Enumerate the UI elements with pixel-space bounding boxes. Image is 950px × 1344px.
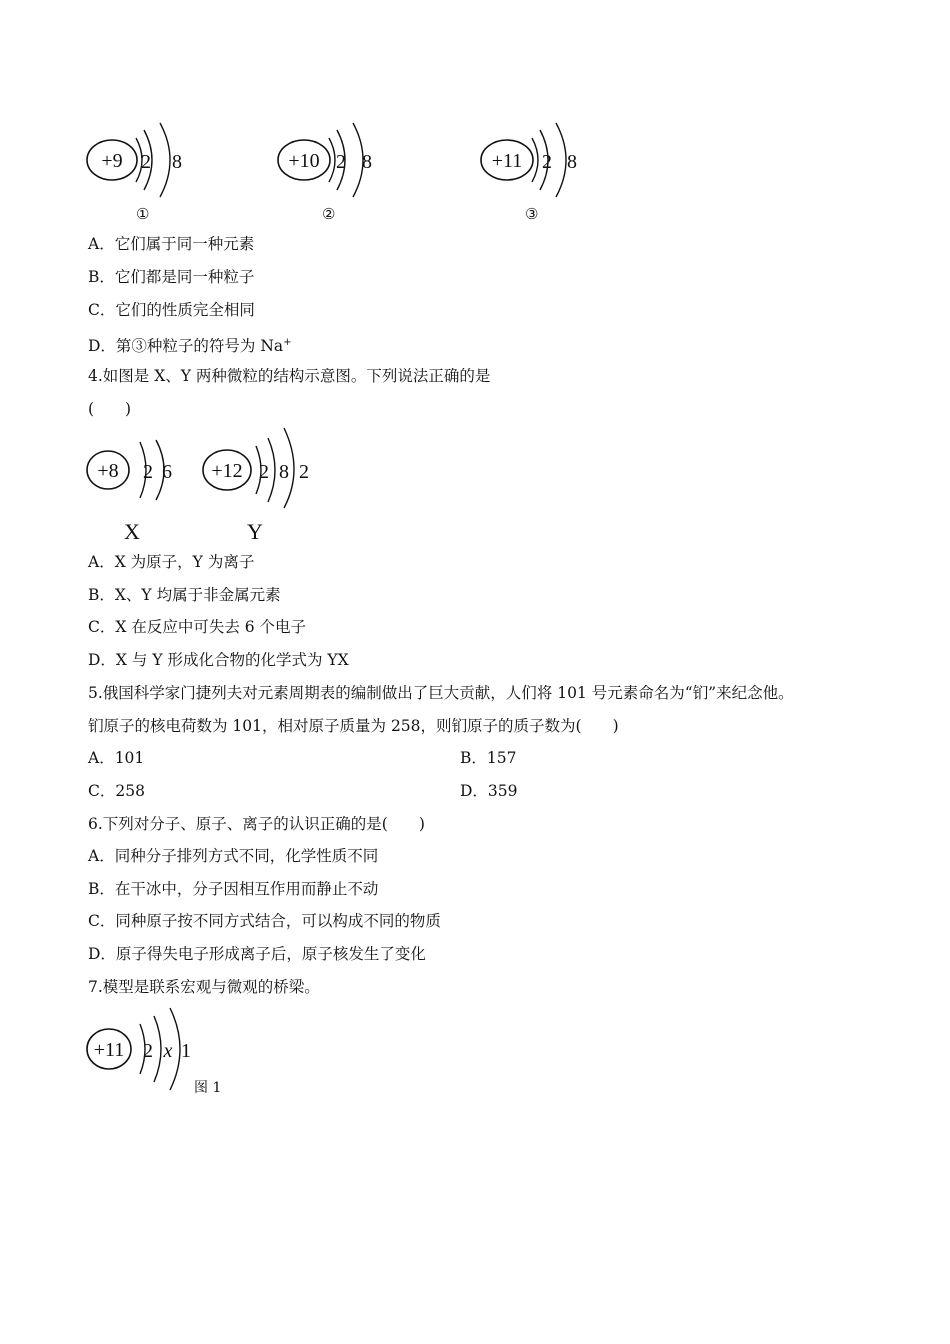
q6-option-d[interactable]: D．原子得失电子形成离子后，原子核发生了变化 — [88, 945, 426, 963]
q3-option-d[interactable] — [88, 333, 292, 356]
q5-option-c[interactable]: C．258 — [88, 782, 145, 800]
q6-option-b[interactable]: B．在干冰中，分子因相互作用而静止不动 — [88, 880, 379, 898]
atom-diagram-1 — [84, 120, 194, 200]
shell-electrons: 8 — [362, 151, 372, 173]
charge-superscript: + — [283, 337, 292, 348]
shell-electrons: 2 — [542, 151, 552, 173]
nucleus-charge: +8 — [97, 460, 119, 482]
shell-electrons: 2 — [299, 461, 309, 483]
q3-option-c[interactable]: C．它们的性质完全相同 — [88, 301, 255, 319]
q4-option-d[interactable]: D．X 与 Y 形成化合物的化学式为 YX — [88, 651, 349, 669]
q4-stem: 4.如图是 X、Y 两种微粒的结构示意图。下列说法正确的是 — [88, 367, 491, 385]
nucleus-charge: +11 — [491, 150, 523, 172]
shell-electrons: 2 — [141, 151, 151, 173]
q6-option-a[interactable]: A．同种分子排列方式不同，化学性质不同 — [88, 847, 379, 865]
q5-option-a[interactable]: A．101 — [88, 749, 145, 767]
atom-diagram-3 — [478, 120, 590, 200]
shell-electrons: 6 — [162, 461, 172, 483]
q4-answer-blank: ( ) — [88, 400, 132, 418]
figure-caption: 图 1 — [194, 1080, 222, 1096]
diagram-label: ① — [136, 205, 150, 223]
shell-electrons: 8 — [567, 151, 577, 173]
atom-diagram-fig1 — [84, 1004, 194, 1092]
shell-electrons: 8 — [172, 151, 182, 173]
shell-electrons: 2 — [259, 461, 269, 483]
nucleus-charge: +12 — [211, 460, 243, 482]
nucleus-charge: +9 — [101, 150, 123, 172]
nucleus-charge: +10 — [288, 150, 320, 172]
q4-option-c[interactable]: C．X 在反应中可失去 6 个电子 — [88, 618, 307, 636]
q5-stem-line-1: 5.俄国科学家门捷列夫对元素周期表的编制做出了巨大贡献，人们将 101 号元素命名为“钔”来纪念他。 — [88, 684, 794, 702]
atom-diagram-y — [200, 424, 318, 510]
q6-option-c[interactable]: C．同种原子按不同方式结合，可以构成不同的物质 — [88, 912, 441, 930]
nucleus-charge: +11 — [93, 1039, 125, 1061]
atom-diagram-x — [84, 432, 184, 507]
diagram-label-x: X — [124, 519, 140, 544]
q5-option-d[interactable]: D．359 — [460, 782, 518, 800]
diagram-label-y: Y — [247, 519, 263, 544]
shell-electrons: 8 — [279, 461, 289, 483]
q3-option-d-text: D．第③种粒子的符号为 Na — [88, 337, 284, 355]
shell-electrons: 1 — [181, 1040, 191, 1062]
q7-stem: 7.模型是联系宏观与微观的桥梁。 — [88, 978, 320, 996]
shell-electrons: 2 — [336, 151, 346, 173]
q3-option-a[interactable]: A．它们属于同一种元素 — [88, 235, 255, 253]
atom-diagram-2 — [275, 120, 387, 200]
q4-option-a[interactable]: A．X 为原子，Y 为离子 — [88, 553, 255, 571]
q3-option-b[interactable]: B．它们都是同一种粒子 — [88, 268, 255, 286]
diagram-label: ② — [322, 205, 336, 223]
q5-option-b[interactable]: B．157 — [460, 749, 517, 767]
diagram-label: ③ — [525, 205, 539, 223]
shell-electrons: 2 — [143, 461, 153, 483]
q6-stem: 6.下列对分子、原子、离子的认识正确的是( ) — [88, 815, 425, 833]
q5-stem-line-2: 钔原子的核电荷数为 101，相对原子质量为 258，则钔原子的质子数为( ) — [88, 717, 619, 735]
shell-electrons-unknown: x — [163, 1040, 173, 1062]
q4-option-b[interactable]: B．X、Y 均属于非金属元素 — [88, 586, 281, 604]
shell-electrons: 2 — [143, 1040, 153, 1062]
